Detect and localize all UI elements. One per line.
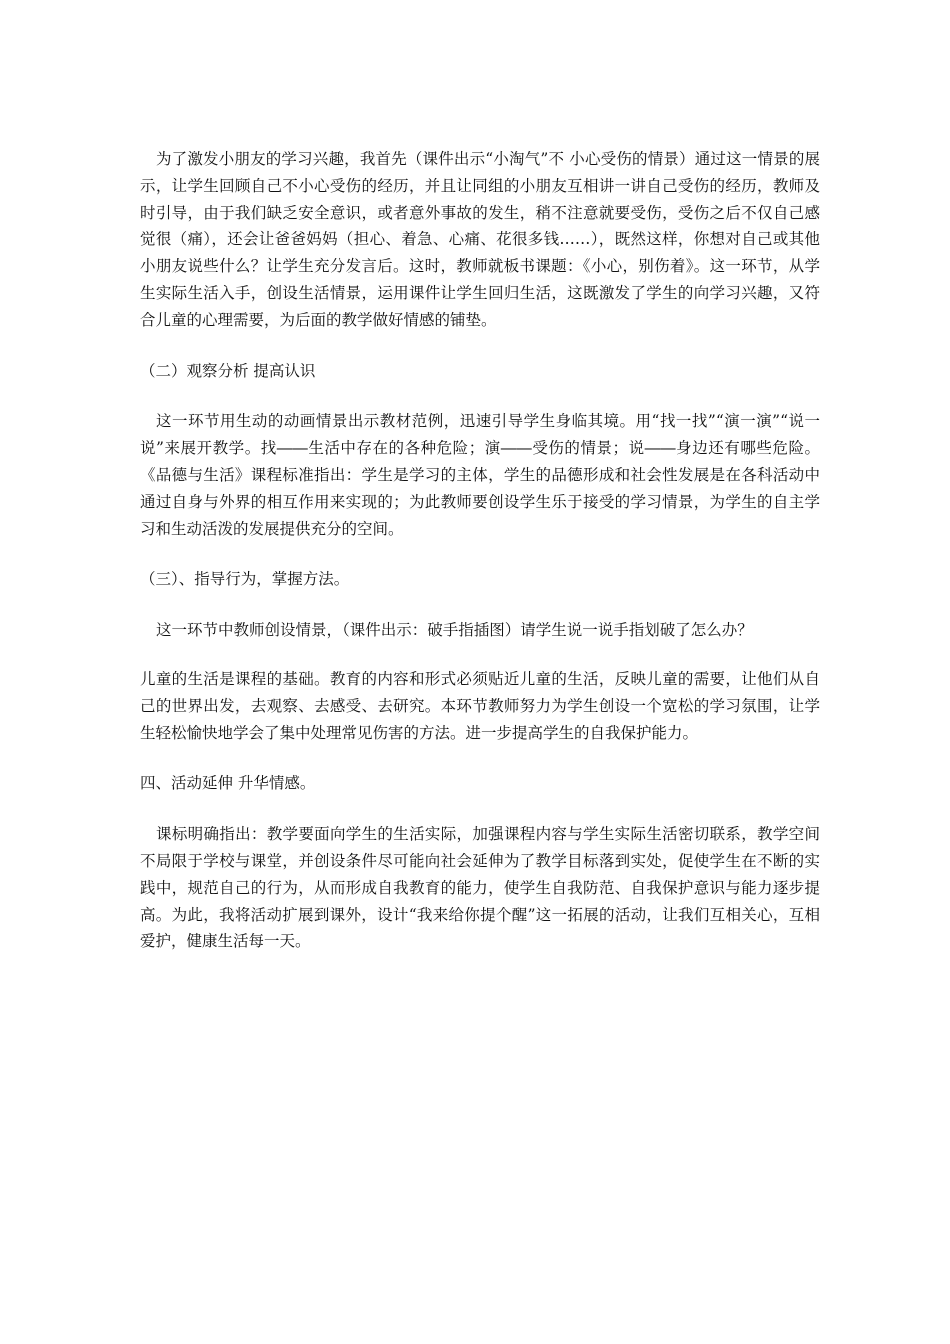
section-heading-3: （三）、指导行为，掌握方法。 xyxy=(140,570,350,589)
section-heading-4: 四、活动延伸 升华情感。 xyxy=(140,774,316,793)
section-4-paragraph: 课标明确指出：教学要面向学生的生活实际，加强课程内容与学生实际生活密切联系，教学空间不局限于学校与课堂，并创设条件尽可能向社会延伸为了教学目标落到实处，促使学生在不断的实践中，规范自己的行为，从而形成自我教育的能力，使学生自我防范、自我保护意识与能力逐步提高。为此，我将活动扩展到课外，设计“我来给你提个醒”这一拓展的活动，让我们互相关心，互相爱护，健康生活每一天。 xyxy=(140,825,820,951)
section-heading-2: （二）观察分析 提高认识 xyxy=(140,361,316,380)
document-body xyxy=(140,146,820,955)
section-2-paragraph: 这一环节用生动的动画情景出示教材范例，迅速引导学生身临其境。用“找一找”“演一演”“说一 说”来展开教学。找――生活中存在的各种危险；演――受伤的情景；说――身边还有哪些危险。《品德与生活》课程标准指出：学生是学习的主体，学生的品德形成和社会性发展是在各科活动中通过自身与外界的相互作用来实现的；为此教师要创设学生乐于接受的学习情景，为学生的自主学习和生动活泼的发展提供充分的空间。 xyxy=(140,412,820,538)
section-3-paragraph: 这一环节中教师创设情景，（课件出示：破手指插图）请学生说一说手指划破了怎么办？ xyxy=(156,621,753,640)
intro-paragraph: 为了激发小朋友的学习兴趣，我首先（课件出示“小淘气”不 小心受伤的情景）通过这一情景的展示，让学生回顾自己不小心受伤的经历，并且让同组的小朋友互相讲一讲自己受伤的经历，教师及时引导，由于我们缺乏安全意识，或者意外事故的发生，稍不注意就要受伤，受伤之后不仅自己感觉很（痛），还会让爸爸妈妈（担心、着急、心痛、花很多钱……），既然这样，你想对自己或其他小朋友说些什么？让学生充分发言后。这时，教师就板书课题：《小心，别伤着》。这一环节，从学生实际生活入手，创设生活情景，运用课件让学生回归生活，这既激发了学生的向学习兴趣，又符合儿童的心理需要，为后面的教学做好情感的铺垫。 xyxy=(140,150,820,329)
section-3-discussion-paragraph: 儿童的生活是课程的基础。教育的内容和形式必须贴近儿童的生活，反映儿童的需要，让他们从自己的世界出发，去观察、去感受、去研究。本环节教师努力为学生创设一个宽松的学习氛围，让学生轻松愉快地学会了集中处理常见伤害的方法。进一步提高学生的自我保护能力。 xyxy=(140,669,820,742)
